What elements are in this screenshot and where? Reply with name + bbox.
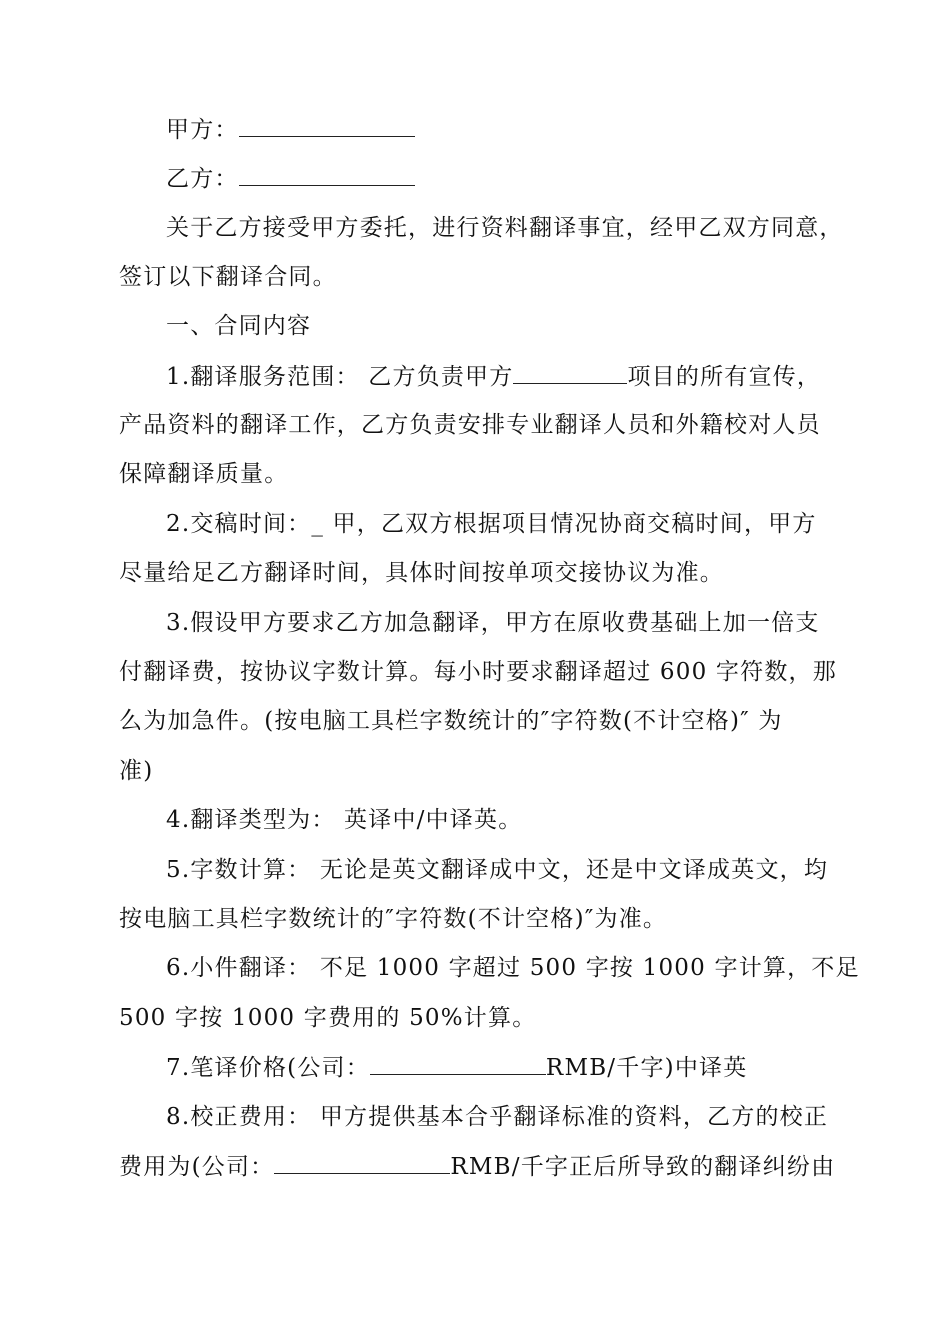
- item2-line-1: 2.交稿时间：_ 甲，乙双方根据项目情况协商交稿时间，甲方: [166, 511, 817, 537]
- item8-text-a: 费用为(公司：: [119, 1154, 275, 1180]
- item5-line-1: 5.字数计算： 无论是英文翻译成中文，还是中文译成英文，均: [166, 857, 829, 883]
- party-a-blank: [239, 114, 415, 137]
- party-a-line: [166, 114, 886, 144]
- party-b-blank: [239, 163, 415, 186]
- item7-text-b: RMB/千字)中译英: [545, 1055, 748, 1081]
- intro-line-2: 签订以下翻译合同。: [119, 264, 337, 290]
- party-a-label: 甲方：: [166, 117, 239, 143]
- item3-line-3: 么为加急件。(按电脑工具栏字数统计的″字符数(不计空格)″ 为: [119, 708, 783, 734]
- item1-line-2: 产品资料的翻译工作，乙方负责安排专业翻译人员和外籍校对人员: [119, 412, 821, 438]
- party-b-line: [166, 163, 886, 193]
- party-b-label: 乙方：: [166, 166, 239, 192]
- item3-line-1: 3.假设甲方要求乙方加急翻译，甲方在原收费基础上加一倍支: [166, 610, 820, 636]
- item6-line-2: 500 字按 1000 字费用的 50%计算。: [119, 1005, 537, 1031]
- item3-line-2: 付翻译费，按协议字数计算。每小时要求翻译超过 600 字符数，那: [119, 659, 837, 685]
- item1-text-a: 1.翻译服务范围： 乙方负责甲方: [166, 364, 514, 390]
- item8-line-1: 8.校正费用： 甲方提供基本合乎翻译标准的资料，乙方的校正: [166, 1104, 829, 1130]
- item7-blank: [370, 1052, 546, 1075]
- intro-line-1: 关于乙方接受甲方委托，进行资料翻译事宜，经甲乙双方同意，: [166, 215, 844, 241]
- item7-text-a: 7.笔译价格(公司：: [166, 1055, 370, 1081]
- item2-line-2: 尽量给足乙方翻译时间，具体时间按单项交接协议为准。: [119, 560, 724, 586]
- section-title: 一、合同内容: [166, 313, 312, 339]
- item4-line: 4.翻译类型为： 英译中/中译英。: [166, 807, 523, 833]
- item8-text-b: RMB/千字正后所导致的翻译纠纷由: [450, 1154, 836, 1180]
- item1-text-b: 项目的所有宣传，: [627, 364, 822, 390]
- item1-line-1: [166, 361, 886, 391]
- item5-line-2: 按电脑工具栏字数统计的″字符数(不计空格)″为准。: [119, 906, 668, 932]
- item8-blank: [274, 1151, 450, 1174]
- item3-line-4: 准): [119, 758, 154, 784]
- item7-line: [166, 1052, 886, 1082]
- item8-line-2: [119, 1151, 839, 1181]
- item1-blank: [513, 361, 627, 384]
- item6-line-1: 6.小件翻译： 不足 1000 字超过 500 字按 1000 字计算，不足: [166, 955, 860, 981]
- item1-line-3: 保障翻译质量。: [119, 461, 289, 487]
